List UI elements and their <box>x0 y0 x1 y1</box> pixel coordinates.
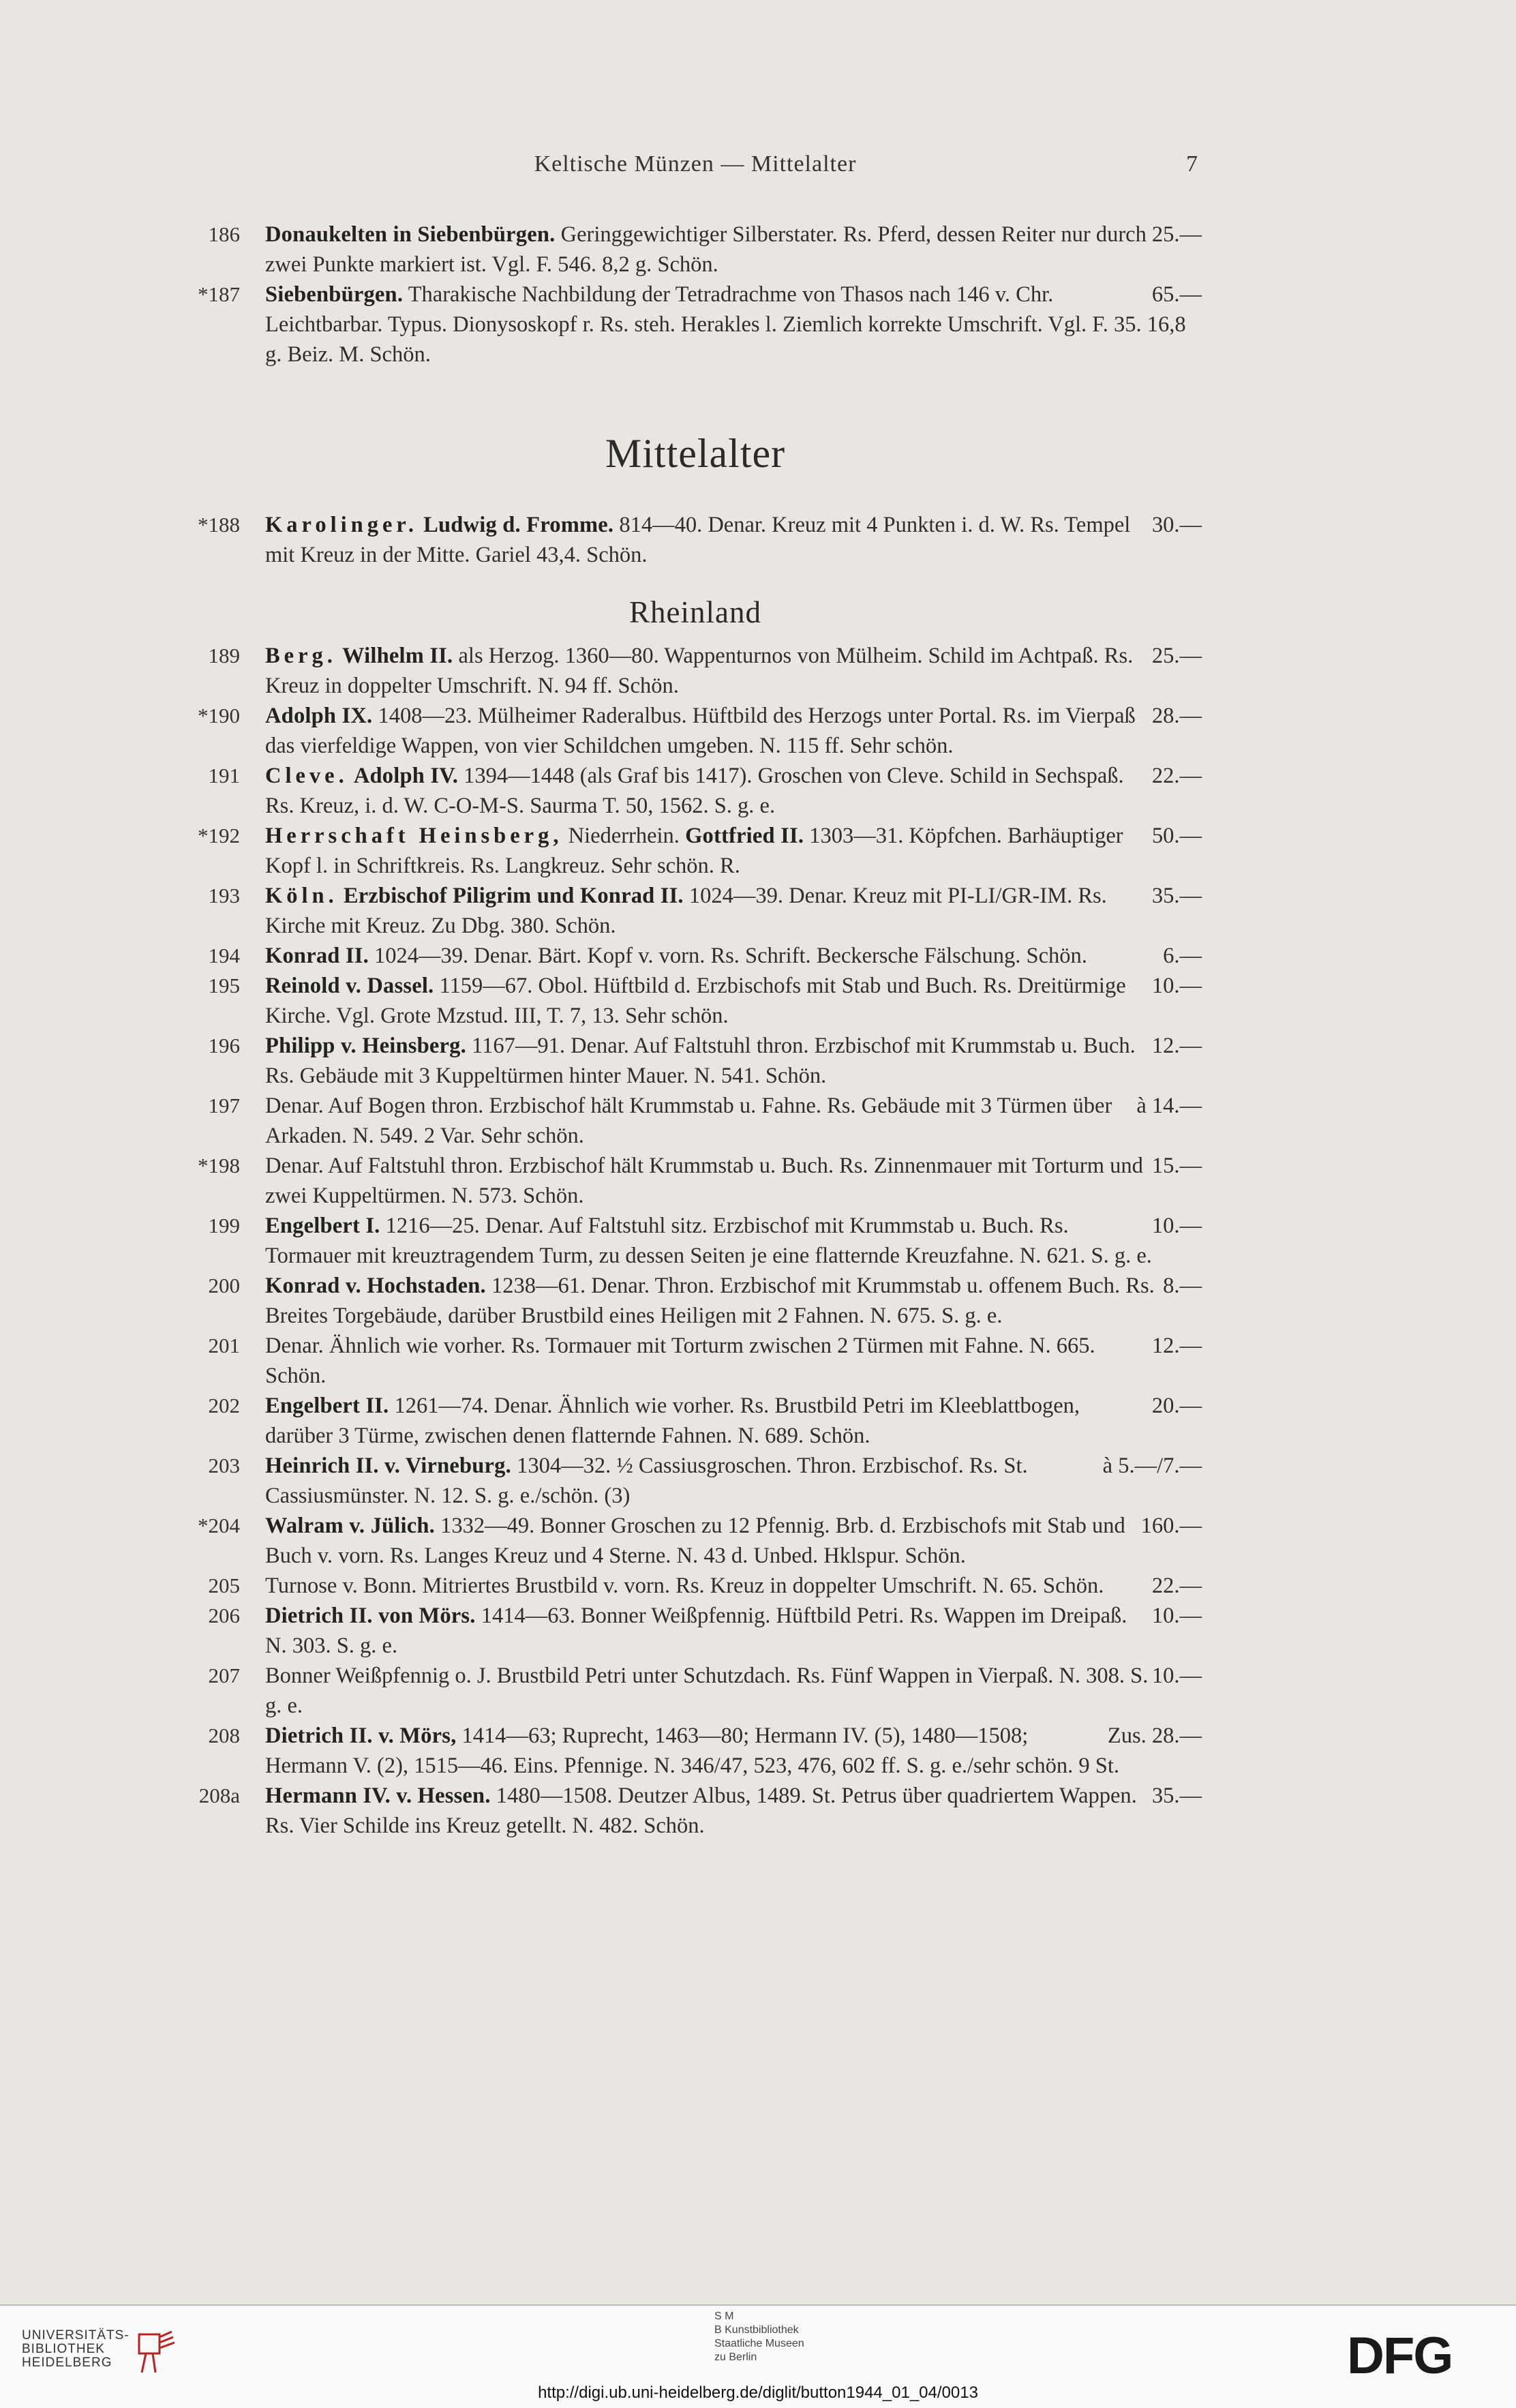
catalog-entry <box>0 971 1516 1031</box>
lot-ruler: Konrad II. <box>265 944 369 968</box>
lot-number: *187 <box>198 282 240 306</box>
lot-text: 814—40. Denar. Kreuz mit 4 Punkten i. d. W. Rs. Tempel mit Kreuz in der Mitte. Gariel 43,4. Schön. <box>265 513 1131 567</box>
catalog-entry <box>0 1571 1516 1601</box>
lot-text: als Herzog. 1360—80. Wappenturnos von Mülheim. Schild im Achtpaß. Rs. Kreuz in doppelter Umschrift. N. 94 ff. Schön. <box>265 644 1134 698</box>
lot-region: Berg. <box>265 644 337 668</box>
lot-ruler: Heinrich II. v. Virneburg. <box>265 1454 511 1478</box>
lot-number: 194 <box>208 944 240 967</box>
lot-ruler: Donaukelten in Siebenbürgen. <box>265 222 556 247</box>
lot-number: 195 <box>208 974 240 997</box>
permalink-url[interactable]: http://digi.ub.uni-heidelberg.de/diglit/button1944_01_04/0013 <box>538 2383 978 2402</box>
lot-price: 30.— <box>1151 513 1202 537</box>
lot-ruler: Dietrich II. von Mörs. <box>265 1604 476 1628</box>
running-header <box>0 151 1516 185</box>
lot-price: 35.— <box>1151 1784 1202 1808</box>
lot-ruler: Engelbert II. <box>265 1394 389 1418</box>
lot-region: Herrschaft Heinsberg, <box>265 824 563 848</box>
lot-number: 208 <box>208 1724 240 1747</box>
catalog-entry <box>0 701 1516 761</box>
lot-price: 50.— <box>1151 824 1202 848</box>
lot-price: 8.— <box>1163 1274 1202 1298</box>
catalog-entry <box>0 1031 1516 1091</box>
lot-ruler: Erzbischof Piligrim und Konrad II. <box>343 884 684 908</box>
lot-text: 1414—63; Ruprecht, 1463—80; Hermann IV. (5), 1480—1508; Hermann V. (2), 1515—46. Eins. Pfennige. N. 346/47, 523, 476, 602 ff. S. g. e./sehr schön. 9 St. <box>265 1724 1119 1778</box>
lot-description <box>265 1511 1202 1571</box>
catalog-entry <box>0 1331 1516 1391</box>
lot-price: 10.— <box>1151 1664 1202 1688</box>
lot-ruler: Philipp v. Heinsberg. <box>265 1034 466 1058</box>
lot-number: *192 <box>198 824 240 847</box>
lot-number: 191 <box>208 764 240 787</box>
lot-ruler: Ludwig d. Fromme. <box>423 513 614 537</box>
lot-price: 12.— <box>1151 1334 1202 1358</box>
catalog-entry <box>0 220 1516 280</box>
lot-description <box>265 761 1202 821</box>
lot-ruler: Konrad v. Hochstaden. <box>265 1274 486 1298</box>
catalog-entry <box>0 1781 1516 1841</box>
lot-number: 201 <box>208 1334 240 1357</box>
lot-number: 203 <box>208 1454 240 1477</box>
catalog-entries <box>0 220 1516 1841</box>
lot-price: 22.— <box>1151 1574 1202 1598</box>
lot-number: 206 <box>208 1604 240 1627</box>
lot-text: 1394—1448 (als Graf bis 1417). Groschen von Cleve. Schild in Sechspaß. Rs. Kreuz, i. d. W. C-O-M-S. Saurma T. 50, 1562. S. g. e. <box>265 764 1124 818</box>
lot-text: 1303—31. Köpfchen. Barhäuptiger Kopf l. in Schriftkreis. Rs. Langkreuz. Sehr schön. R. <box>265 824 1123 878</box>
lot-price: 28.— <box>1151 704 1202 728</box>
lot-description <box>265 1781 1202 1841</box>
catalog-entry <box>0 941 1516 971</box>
library-mark <box>714 2310 804 2364</box>
lot-price: 25.— <box>1151 222 1202 247</box>
lot-number: 205 <box>208 1574 240 1597</box>
lot-ruler: Wilhelm II. <box>342 644 453 668</box>
subsection-heading: Rheinland <box>629 595 761 629</box>
lot-ruler: Adolph IV. <box>353 764 459 788</box>
lot-text: Bonner Weißpfennig o. J. Brustbild Petri unter Schutzdach. Rs. Fünf Wappen in Vierpaß. N. 308. S. g. e. <box>265 1664 1149 1718</box>
lot-number: 186 <box>208 222 240 246</box>
lot-text: Tharakische Nachbildung der Tetradrachme von Thasos nach 146 v. Chr. Leichtbarbar. Typus. Dionysoskopf r. Rs. steh. Herakles l. Ziemlich korrekte Umschrift. Vgl. F. 35. 16,8 g. Beiz. M. Schön. <box>265 282 1186 367</box>
lot-text: 1304—32. ½ Cassiusgroschen. Thron. Erzbischof. Rs. St. Cassiusmünster. N. 12. S. g. e./schön. (3) <box>265 1454 1028 1508</box>
lot-text: Geringgewichtiger Silberstater. Rs. Pferd, dessen Reiter nur durch zwei Punkte markiert ist. Vgl. F. 546. 8,2 g. Schön. <box>265 222 1147 277</box>
lot-number: 196 <box>208 1034 240 1057</box>
lot-description <box>265 701 1202 761</box>
lot-description <box>265 220 1202 280</box>
lot-text: 1238—61. Denar. Thron. Erzbischof mit Krummstab u. offenem Buch. Rs. Breites Torgebäude, darüber Brustbild eines Heiligen mit 2 Fahnen. N. 675. S. g. e. <box>265 1274 1155 1328</box>
lot-number: *204 <box>198 1514 240 1537</box>
lot-number: 202 <box>208 1394 240 1417</box>
lot-price: 22.— <box>1151 764 1202 788</box>
catalog-entry <box>0 510 1516 570</box>
lot-text: 1332—49. Bonner Groschen zu 12 Pfennig. Brb. d. Erzbischofs mit Stab und Buch v. vorn. Rs. Langes Kreuz und 4 Sterne. N. 43 d. Unbed. Hklspur. Schön. <box>265 1514 1125 1568</box>
lot-region-note: Niederrhein. <box>568 824 680 848</box>
lot-text: Turnose v. Bonn. Mitriertes Brustbild v. vorn. Rs. Kreuz in doppelter Umschrift. N. 65. Schön. <box>265 1574 1104 1598</box>
lot-description <box>265 1451 1202 1511</box>
lot-text: Denar. Auf Faltstuhl thron. Erzbischof hält Krummstab u. Buch. Rs. Zinnenmauer mit Torturm und zwei Kuppeltürmen. N. 573. Schön. <box>265 1154 1143 1208</box>
catalog-entry <box>0 1271 1516 1331</box>
lot-description <box>265 1391 1202 1451</box>
lot-description <box>265 1211 1202 1271</box>
lot-text: Denar. Auf Bogen thron. Erzbischof hält Krummstab u. Fahne. Rs. Gebäude mit 3 Türmen über Arkaden. N. 549. 2 Var. Sehr schön. <box>265 1094 1112 1148</box>
lot-number: *190 <box>198 704 240 727</box>
lot-text: 1408—23. Mülheimer Raderalbus. Hüftbild des Herzogs unter Portal. Rs. im Vierpaß das vierfeldige Wappen, von vier Schildchen umgeben. N. 115 ff. Sehr schön. <box>265 704 1136 758</box>
lot-text: 1480—1508. Deutzer Albus, 1489. St. Petrus über quadriertem Wappen. Rs. Vier Schilde ins Kreuz getellt. N. 482. Schön. <box>265 1784 1137 1838</box>
lot-price: à 14.— <box>1136 1094 1202 1118</box>
lot-price: 35.— <box>1151 884 1202 908</box>
lot-region: Karolinger. <box>265 513 418 537</box>
lot-description <box>265 941 1202 971</box>
lot-price: 10.— <box>1151 1604 1202 1628</box>
catalog-entry <box>0 1511 1516 1571</box>
library-mark-line: zu Berlin <box>714 2351 757 2363</box>
lot-number: 199 <box>208 1214 240 1237</box>
university-line: BIBLIOTHEK <box>22 2342 105 2356</box>
lot-ruler: Dietrich II. v. Mörs, <box>265 1724 457 1748</box>
library-mark-line: S M <box>714 2311 734 2322</box>
university-line: HEIDELBERG <box>22 2356 112 2370</box>
lot-text: 1024—39. Denar. Kreuz mit PI-LI/GR-IM. Rs. Kirche mit Kreuz. Zu Dbg. 380. Schön. <box>265 884 1107 938</box>
lot-description <box>265 1721 1202 1781</box>
catalog-entry <box>0 881 1516 941</box>
lot-price: 10.— <box>1151 974 1202 998</box>
lot-number: *188 <box>198 513 240 537</box>
lot-description <box>265 1601 1202 1661</box>
lot-description <box>265 280 1202 370</box>
lot-price: 160.— <box>1140 1514 1202 1538</box>
lot-number: *198 <box>198 1154 240 1177</box>
lot-description <box>265 971 1202 1031</box>
lot-number: 200 <box>208 1274 240 1297</box>
lot-region: Cleve. <box>265 764 348 788</box>
catalog-entry <box>0 1091 1516 1151</box>
lot-description <box>265 1031 1202 1091</box>
lot-description <box>265 510 1202 570</box>
lot-text: 1159—67. Obol. Hüftbild d. Erzbischofs mit Stab und Buch. Rs. Dreitürmige Kirche. Vgl. Grote Mzstud. III, T. 7, 13. Sehr schön. <box>265 974 1126 1028</box>
catalog-entry <box>0 1601 1516 1661</box>
lot-text: 1414—63. Bonner Weißpfennig. Hüftbild Petri. Rs. Wappen im Dreipaß. N. 303. S. g. e. <box>265 1604 1127 1658</box>
lot-text: Denar. Ähnlich wie vorher. Rs. Tormauer mit Torturm zwischen 2 Türmen mit Fahne. N. 665. Schön. <box>265 1334 1095 1388</box>
catalog-entry <box>0 1721 1516 1781</box>
lot-price: 25.— <box>1151 644 1202 668</box>
lot-number: 197 <box>208 1094 240 1117</box>
lot-ruler: Adolph IX. <box>265 704 373 728</box>
lot-ruler: Reinold v. Dassel. <box>265 974 434 998</box>
lot-description <box>265 1331 1202 1391</box>
running-title: Keltische Münzen — Mittelalter <box>534 151 857 177</box>
catalog-entry <box>0 1151 1516 1211</box>
catalog-entry <box>0 641 1516 701</box>
university-logo-icon <box>132 2329 180 2377</box>
lot-price: Zus. 28.— <box>1107 1724 1202 1748</box>
lot-description <box>265 1271 1202 1331</box>
catalog-entry <box>0 1211 1516 1271</box>
library-mark-line: B Kunstbibliothek <box>714 2324 799 2336</box>
page-number: 7 <box>1186 151 1198 177</box>
catalog-entry <box>0 1661 1516 1721</box>
university-library-label <box>22 2329 130 2370</box>
catalog-entry <box>0 821 1516 881</box>
lot-description <box>265 821 1202 881</box>
lot-text: 1261—74. Denar. Ähnlich wie vorher. Rs. Brustbild Petri im Kleeblattbogen, darüber 3 Türme, zwischen denen flatternde Fahnen. N. 689. Schön. <box>265 1394 1080 1448</box>
lot-ruler: Gottfried II. <box>685 824 804 848</box>
catalog-entry <box>0 1451 1516 1511</box>
lot-price: 15.— <box>1151 1154 1202 1178</box>
lot-text: 1024—39. Denar. Bärt. Kopf v. vorn. Rs. Schrift. Beckersche Fälschung. Schön. <box>374 944 1087 968</box>
lot-ruler: Siebenbürgen. <box>265 282 404 307</box>
lot-ruler: Engelbert I. <box>265 1214 380 1238</box>
lot-region: Köln. <box>265 884 338 908</box>
lot-description <box>265 881 1202 941</box>
lot-price: 6.— <box>1163 944 1202 968</box>
lot-description <box>265 641 1202 701</box>
lot-number: 208a <box>198 1784 240 1807</box>
lot-text: 1167—91. Denar. Auf Faltstuhl thron. Erzbischof mit Krummstab u. Buch. Rs. Gebäude mit 3 Kuppeltürmen hinter Mauer. N. 541. Schön. <box>265 1034 1136 1088</box>
lot-price: à 5.—/7.— <box>1102 1454 1202 1478</box>
lot-description <box>265 1091 1202 1151</box>
lot-text: 1216—25. Denar. Auf Faltstuhl sitz. Erzbischof mit Krummstab u. Buch. Rs. Tormauer mit kreuztragendem Turm, zu dessen Seiten je eine flatternde Kreuzfahne. N. 621. S. g. e. <box>265 1214 1152 1268</box>
section-heading: Mittelalter <box>605 431 786 476</box>
catalog-entry <box>0 761 1516 821</box>
dfg-logo: DFG <box>1347 2327 1453 2385</box>
lot-description <box>265 1571 1202 1601</box>
catalog-entry <box>0 280 1516 370</box>
lot-description <box>265 1661 1202 1721</box>
lot-description <box>265 1151 1202 1211</box>
lot-price: 12.— <box>1151 1034 1202 1058</box>
lot-number: 207 <box>208 1664 240 1687</box>
library-mark-line: Staatliche Museen <box>714 2338 804 2349</box>
lot-price: 20.— <box>1151 1394 1202 1418</box>
lot-ruler: Walram v. Jülich. <box>265 1514 435 1538</box>
lot-price: 10.— <box>1151 1214 1202 1238</box>
footer-bar <box>0 2304 1516 2408</box>
lot-number: 193 <box>208 884 240 907</box>
catalog-entry <box>0 1391 1516 1451</box>
lot-number: 189 <box>208 644 240 667</box>
lot-ruler: Hermann IV. v. Hessen. <box>265 1784 491 1808</box>
university-line: UNIVERSITÄTS- <box>22 2328 130 2343</box>
lot-price: 65.— <box>1151 282 1202 307</box>
